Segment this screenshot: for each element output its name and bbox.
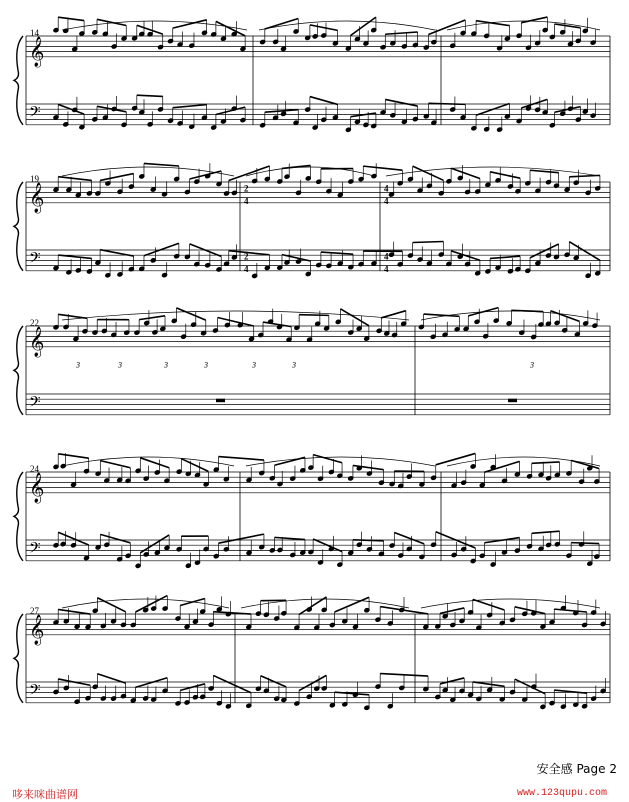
triplet-mark: 3 (75, 361, 80, 370)
beam (173, 105, 207, 108)
time-signature-denominator: 4 (384, 196, 389, 206)
beam (571, 543, 599, 544)
beam (440, 608, 464, 613)
site-url: www.123qupu.com (517, 788, 607, 799)
beam (261, 676, 286, 687)
beam (394, 533, 424, 544)
beam (218, 534, 263, 543)
brace (14, 614, 23, 703)
beam (571, 460, 599, 468)
beam (554, 609, 587, 612)
beam (515, 607, 545, 614)
slur (421, 599, 600, 608)
beam (135, 678, 167, 688)
beam (555, 24, 581, 28)
bass-clef: 𝄢 (29, 539, 41, 560)
time-signature-denominator: 4 (384, 264, 389, 274)
beam (144, 243, 179, 255)
beam (229, 166, 270, 180)
bass-clef: 𝄢 (29, 103, 41, 124)
beam (515, 679, 545, 694)
beam (139, 316, 165, 320)
measure-number-27: 27 (30, 606, 39, 616)
beam (381, 311, 406, 318)
beam (58, 17, 84, 20)
beam (490, 256, 520, 258)
notes (53, 17, 606, 710)
beam (385, 99, 417, 106)
beam (137, 95, 163, 96)
beam (473, 599, 505, 610)
brace (14, 36, 23, 125)
rest (217, 399, 225, 402)
beam (310, 97, 338, 105)
beam (351, 113, 376, 117)
beam (265, 18, 298, 29)
measure-number-22: 22 (30, 318, 39, 328)
slur (447, 457, 600, 466)
beam (385, 32, 417, 34)
triplet-marks (75, 361, 534, 370)
beam (218, 457, 263, 460)
bass-clef: 𝄢 (29, 681, 41, 702)
measure-number-19: 19 (30, 174, 39, 184)
beam (100, 174, 133, 181)
time-signature-numerator: 2 (244, 251, 249, 261)
page-label: 安全感 Page 2 (537, 760, 617, 777)
brace (14, 326, 23, 415)
measure-number-24: 24 (30, 464, 39, 474)
treble-clef: 𝄞 (29, 36, 44, 68)
beam (58, 177, 91, 181)
triplet-mark: 3 (529, 361, 534, 370)
beam (310, 25, 338, 31)
treble-clef: 𝄞 (29, 614, 44, 646)
beam (265, 110, 298, 113)
clefs (29, 36, 44, 703)
beam (229, 251, 270, 255)
beam (313, 455, 342, 463)
beam (413, 166, 444, 180)
beam (58, 454, 88, 458)
system-braces (14, 36, 23, 703)
beam (213, 675, 251, 692)
beam (473, 682, 505, 686)
beam (451, 168, 480, 178)
beam (144, 163, 179, 166)
triplet-mark: 3 (203, 361, 208, 370)
time-signature-numerator: 4 (384, 183, 389, 193)
beam (299, 315, 329, 316)
beam (100, 461, 130, 468)
brace (14, 182, 23, 271)
time-signature-numerator: 2 (244, 183, 249, 193)
measure-number-14: 14 (30, 28, 39, 38)
beam (451, 251, 480, 260)
beam (429, 103, 466, 104)
beam (436, 453, 476, 464)
beam (218, 318, 254, 326)
beam (58, 609, 90, 614)
beam (490, 172, 520, 178)
time-signature-denominator: 4 (244, 264, 249, 274)
bass-clef: 𝄢 (29, 249, 41, 270)
beam (100, 534, 130, 542)
beam (532, 531, 560, 533)
triplet-mark: 3 (291, 361, 296, 370)
triplet-mark: 3 (117, 361, 122, 370)
beam (530, 170, 559, 172)
treble-clef: 𝄞 (29, 182, 44, 214)
beam (173, 20, 207, 28)
time-signature-denominator: 4 (244, 196, 249, 206)
beam (353, 540, 384, 541)
treble-clef: 𝄞 (29, 326, 44, 358)
beam (569, 175, 600, 176)
time-signature-numerator: 4 (384, 251, 389, 261)
brace (14, 472, 23, 561)
beam (532, 462, 560, 463)
beam (140, 458, 169, 468)
beam (413, 242, 444, 243)
beam (484, 461, 519, 472)
beam (351, 17, 376, 35)
triplet-mark: 3 (251, 361, 256, 370)
beam (176, 308, 205, 320)
beam (440, 678, 464, 684)
bass-clef: 𝄢 (29, 393, 41, 414)
beam (275, 537, 305, 539)
triplet-mark: 3 (163, 361, 168, 370)
beam (321, 252, 353, 254)
beam (216, 107, 245, 114)
site-name: 哆来咪曲谱网 (12, 786, 78, 802)
beam (340, 309, 368, 326)
rest (509, 399, 517, 402)
treble-clef: 𝄞 (29, 472, 44, 504)
beam (363, 166, 402, 170)
